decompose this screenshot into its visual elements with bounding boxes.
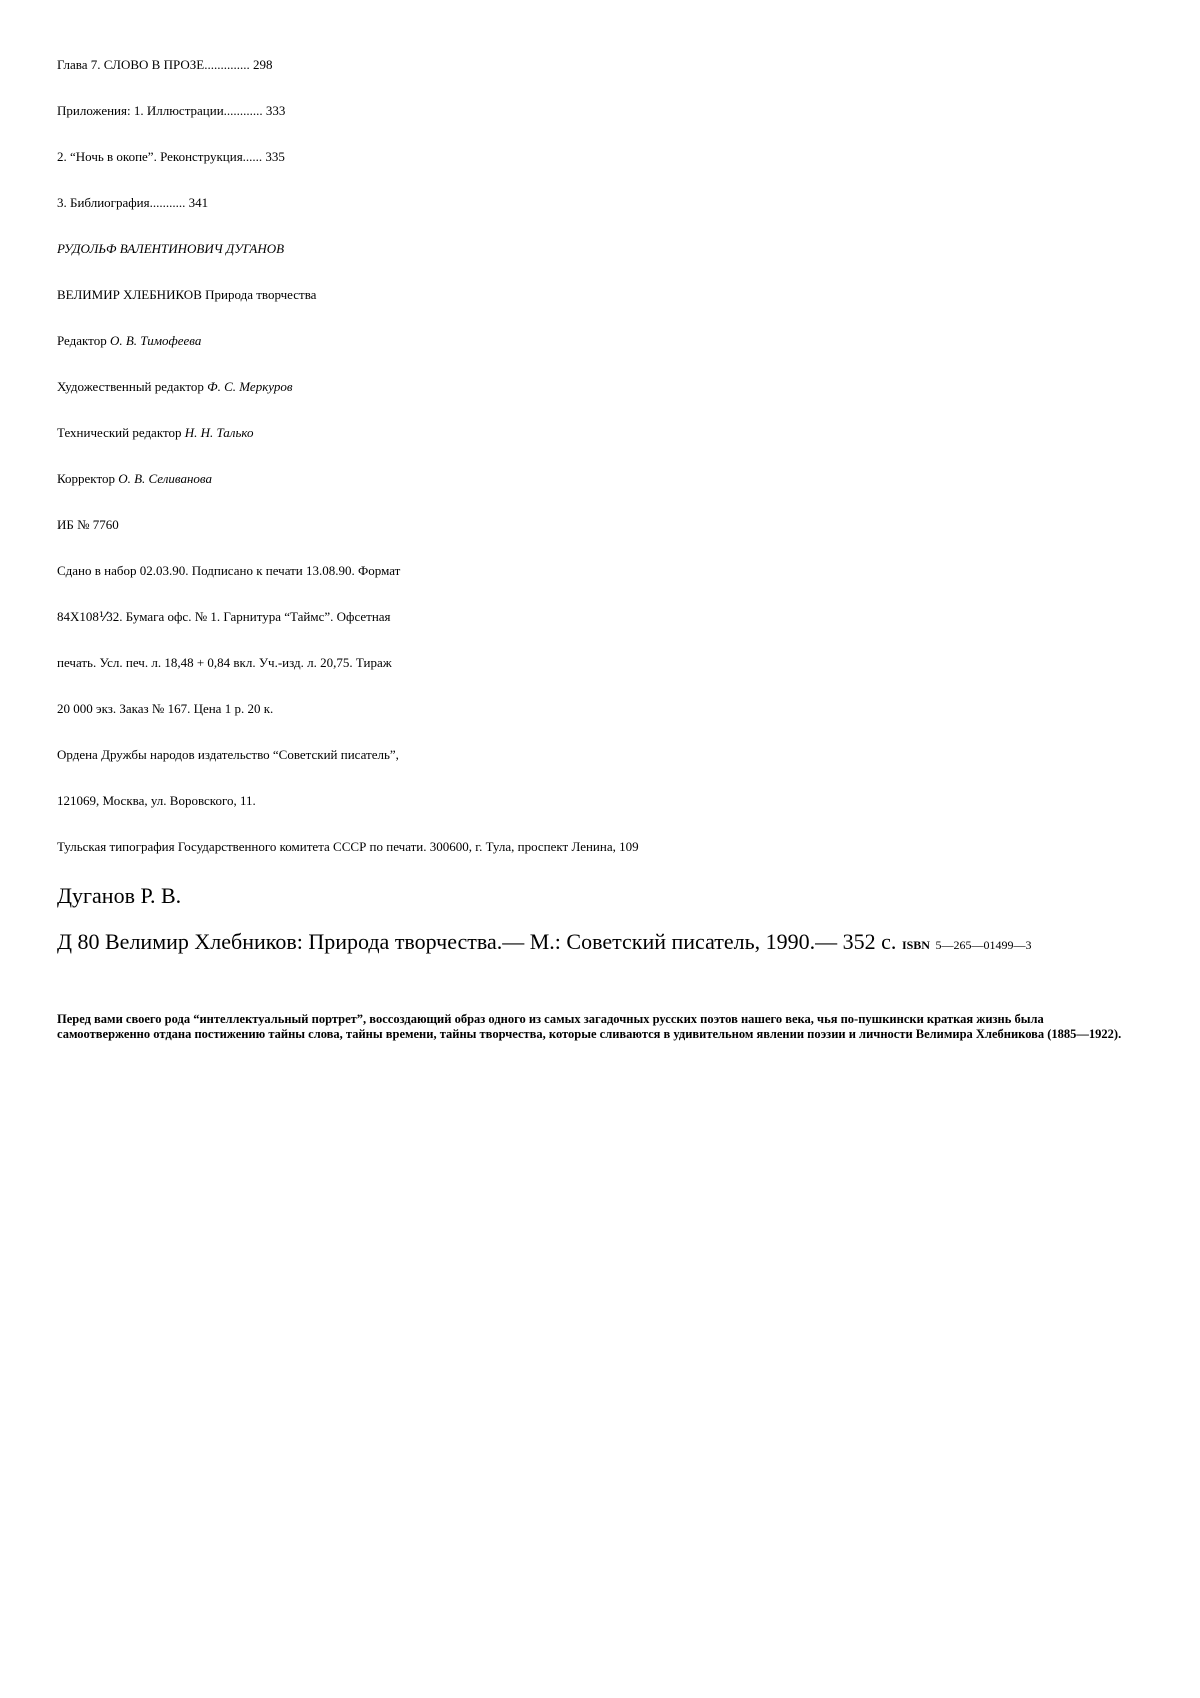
toc-entry-chapter-7 xyxy=(57,57,272,73)
toc-entry-appendix-1 xyxy=(57,103,285,119)
catalog-author-heading: Дуганов Р. В. xyxy=(57,883,182,908)
proofreader-name: О. В. Селиванова xyxy=(118,471,212,486)
biblio-text: Д 80 Велимир Хлебников: Природа творчества.— М.: Советский писатель, 1990.— 352 с. xyxy=(57,929,897,954)
art-editor-name: Ф. С. Меркуров xyxy=(207,379,293,394)
imprint-printing-house: Тульская типография Государственного комитета СССР по печати. 300600, г. Тула, проспект Ленина, 109 xyxy=(57,839,639,854)
toc-leader-dots: .............. xyxy=(204,57,250,72)
imprint-print-info-line-4: 20 000 экз. Заказ № 167. Цена 1 р. 20 к. xyxy=(57,701,274,716)
toc-entry-appendix-2 xyxy=(57,149,285,165)
imprint-editor xyxy=(57,333,201,349)
imprint-ib-number: ИБ № 7760 xyxy=(57,517,119,532)
proofreader-label: Корректор xyxy=(57,471,115,486)
imprint-art-editor xyxy=(57,379,293,395)
toc-page-number: 335 xyxy=(265,149,285,164)
toc-entry-label: 3. Библиография xyxy=(57,195,150,210)
imprint-book-title: ВЕЛИМИР ХЛЕБНИКОВ Природа творчества xyxy=(57,287,317,302)
catalog-annotation: Перед вами своего рода “интеллектуальный портрет”, воссоздающий образ одного из самых загадочных русских поэтов нашего века, чья по-пушкински краткая жизнь была самоотверженно отдана постижению тайны слова, тайны времени, тайны творчества, которые сливаются в удивительном явлении поэзии и личности Велимира Хлебникова (1885—1922). xyxy=(57,1012,1122,1041)
isbn-number: 5—265—01499—3 xyxy=(935,938,1032,952)
toc-entry-label: Глава 7. СЛОВО В ПРОЗЕ xyxy=(57,57,205,72)
catalog-bibliographic-record xyxy=(57,929,1147,954)
editor-label: Редактор xyxy=(57,333,107,348)
imprint-publisher-address: 121069, Москва, ул. Воровского, 11. xyxy=(57,793,256,808)
toc-page-number: 333 xyxy=(265,103,286,118)
toc-leader-dots: ............ xyxy=(223,103,263,118)
toc-page-number: 341 xyxy=(188,195,209,210)
toc-page-number: 298 xyxy=(252,57,273,72)
toc-leader-dots: ...... xyxy=(242,149,263,164)
imprint-publisher-name: Ордена Дружбы народов издательство “Советский писатель”, xyxy=(57,747,399,762)
toc-leader-dots: ........... xyxy=(149,195,186,210)
toc-entry-label: 2. “Ночь в окопе”. Реконструкция xyxy=(57,149,243,164)
imprint-print-info-line-2: 84Х108⅟32. Бумага офс. № 1. Гарнитура “Таймс”. Офсетная xyxy=(57,609,391,624)
toc-entry-label: Приложения: 1. Иллюстрации xyxy=(57,103,224,118)
isbn-label: ISBN xyxy=(901,938,930,952)
editor-name: О. В. Тимофеева xyxy=(109,333,202,348)
imprint-tech-editor xyxy=(57,425,253,441)
tech-editor-label: Технический редактор xyxy=(57,425,182,440)
imprint-print-info-line-3: печать. Усл. печ. л. 18,48 + 0,84 вкл. Уч.-изд. л. 20,75. Тираж xyxy=(57,655,392,670)
imprint-print-info-line-1: Сдано в набор 02.03.90. Подписано к печати 13.08.90. Формат xyxy=(57,563,401,578)
imprint-proofreader xyxy=(57,471,212,487)
art-editor-label: Художественный редактор xyxy=(57,379,204,394)
tech-editor-name: Н. Н. Талько xyxy=(184,425,254,440)
imprint-author-full-name: РУДОЛЬФ ВАЛЕНТИНОВИЧ ДУГАНОВ xyxy=(57,241,285,256)
toc-entry-appendix-3 xyxy=(57,195,208,211)
